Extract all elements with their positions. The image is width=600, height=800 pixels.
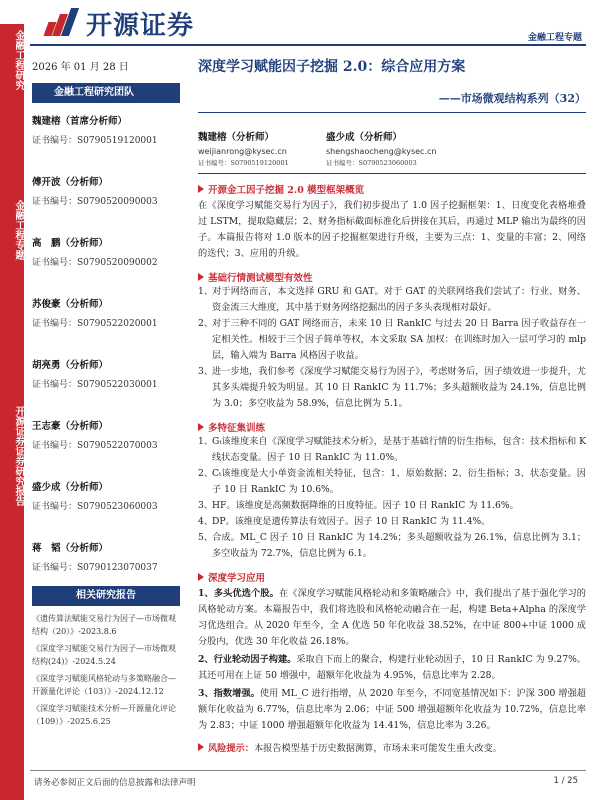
author-entry [326, 129, 454, 167]
analyst-entry [32, 479, 180, 512]
analyst-list [32, 113, 180, 573]
left-column [32, 52, 180, 573]
bullet-triangle-icon [198, 185, 204, 193]
analyst-cert: 证书编号：S0790522030001 [32, 380, 158, 390]
analyst-name: 胡亮勇（分析师） [32, 360, 109, 371]
author-block [198, 129, 586, 174]
related-reports-list [32, 612, 182, 732]
analyst-cert: 证书编号：S0790523060003 [32, 502, 158, 512]
analyst-name: 魏建榕（首席分析师） [32, 116, 128, 127]
list-item: 1、对于网络而言，本文选择 GRU 和 GAT。对于 GAT 的关联网络我们尝试了：行业、财务、资金流三大维度，其中基于财务网络挖掘出的因子多头表现相对最好。 [198, 286, 586, 313]
logo-text: 开源证券 [86, 10, 195, 41]
report-subtitle: ——市场微观结构系列（32） [438, 92, 586, 105]
application-item: 3、指数增强。使用 ML_C 进行指增，从 2020 年至今，不同宽基情况如下：沪深 300 增强超额年化收益为 6.77%，信息比率为 2.06；中证 500 增强超额年化收益为 10.72%，信息比率为 2.83；中证 1000 增强超额年化收益为 14.41%，信息比率为 3.26。 [198, 688, 586, 731]
author-cert: 证书编号：S0790523060003 [326, 159, 417, 167]
side-strip [0, 24, 24, 800]
page-number: 1 / 25 [553, 776, 578, 786]
bullet-triangle-icon [198, 273, 204, 281]
footer-divider [30, 770, 586, 771]
author-email[interactable]: weijianrong@kysec.cn [198, 147, 287, 156]
analyst-name: 苏俊豪（分析师） [32, 299, 109, 310]
risk-text: 本报告模型基于历史数据测算，市场未来可能发生重大改变。 [253, 743, 502, 754]
author-name: 魏建榕（分析师） [198, 132, 275, 143]
list-item: 2、对于三种不同的 GAT 网络而言，未来 10 日 RankIC 与过去 20 日 Barra 因子收益存在一定相关性。相较于三个因子简单等权，本文采取 SA 加权：在训练时加入一层可学习的 mlp 层，输入端为 Barra 风格因子收益。 [198, 318, 586, 361]
author-entry [198, 129, 326, 167]
analyst-cert: 证书编号：S0790520090003 [32, 197, 158, 207]
analyst-cert: 证书编号：S0790522020001 [32, 319, 158, 329]
list-item: 3、HF。该维度是高频数据降维的日度特征。因子 10 日 RankIC 为 11.6%。 [198, 500, 519, 511]
analyst-name: 高 鹏（分析师） [32, 238, 109, 249]
subtitle-divider [198, 112, 586, 113]
section-heading: 深度学习应用 [198, 570, 586, 584]
list-item: 4、DP。该维度是遗传算法有效因子。因子 10 日 RankIC 为 11.4%。 [198, 516, 491, 527]
analyst-entry [32, 540, 180, 573]
related-report-link[interactable]: 《深度学习赋能风格轮动与多策略融合—开源量化评论（103）》-2024.12.12 [32, 674, 176, 696]
analyst-cert: 证书编号：S0790519120001 [32, 136, 158, 146]
analyst-entry [32, 296, 180, 329]
section-heading: 基础行情测试模型有效性 [198, 270, 586, 284]
analyst-cert: 证书编号：S0790522070003 [32, 441, 158, 451]
analyst-entry [32, 235, 180, 268]
header-divider [30, 44, 586, 46]
main-column [198, 52, 586, 754]
related-report-link[interactable]: 《深度学习赋能技术分析—开源量化评论（109）》-2025.6.25 [32, 704, 176, 726]
side-strip-research: 金融工程研究 [13, 30, 24, 90]
risk-notice [198, 740, 586, 754]
analyst-cert: 证书编号：S0790520090002 [32, 258, 158, 268]
list-item: 3、进一步地，我们参考《深度学习赋能交易行为因子》，考虑财务后，因子绩效进一步提升，尤其多头端提升较为明显。其 10 日 RankIC 为 11.7%；多头超额收益为 24.1%，信息比例为 3.0；多空收益为 58.9%，信息比例为 5.1。 [198, 366, 586, 409]
report-title: 深度学习赋能因子挖掘 2.0：综合应用方案 [198, 59, 466, 75]
section-multi-feature [198, 420, 586, 562]
analyst-entry [32, 174, 180, 207]
related-report-link[interactable]: 《深度学习赋能交易行为因子—市场微观结构(24)》-2024.5.24 [32, 644, 176, 666]
section-heading: 多特征集训练 [198, 420, 586, 434]
author-cert: 证书编号：S0790519120001 [198, 159, 289, 167]
team-header: 金融工程研究团队 [32, 83, 180, 103]
bullet-triangle-icon [198, 743, 204, 751]
application-item: 2、行业轮动因子构建。采取自下而上的聚合，构建行业轮动因子，10 日 RankIC 为 9.27%。其还可用在上证 50 增强中，超额年化收益为 4.95%，信息比率为 2.28。 [198, 654, 586, 681]
side-strip-topic: 金融工程专题 [13, 200, 24, 260]
list-item: 1、Gₜ该维度来自《深度学习赋能技术分析》，是基于基础行情的衍生指标，包含：技术指标和 K 线状态变量。因子 10 日 RankIC 为 11.0%。 [198, 436, 586, 463]
analyst-name: 傅开波（分析师） [32, 177, 109, 188]
bullet-triangle-icon [198, 423, 204, 431]
report-date: 2026 年 01 月 28 日 [32, 62, 129, 73]
side-strip-report: 开源证券证券研究报告 [13, 406, 24, 506]
bullet-triangle-icon [198, 573, 204, 581]
analyst-entry [32, 113, 180, 146]
section-basic-test [198, 270, 586, 412]
report-category: 金融工程专题 [527, 33, 582, 43]
analyst-name: 王志豪（分析师） [32, 421, 109, 432]
author-email[interactable]: shengshaocheng@kysec.cn [326, 147, 437, 156]
list-item: 5、合成。ML_C 因子 10 日 RankIC 为 14.2%；多头超额收益为 26.1%，信息比例为 3.1；多空收益为 72.7%，信息比例为 6.1。 [198, 532, 586, 559]
application-item: 1、多头优选个股。在《深度学习赋能风格轮动和多策略融合》中，我们提出了基于强化学习的风格轮动方案。本篇报告中，我们将选股和风格轮动融合在一起，构建 Beta+Alpha 的深度学习优选组合。从 2020 年至今，全 A 优选 50 年化收益 38.52%，在中证 800+中证 1000 成分股内，优选 30 年化收益 26.18%。 [198, 588, 586, 647]
logo-mark-icon [42, 8, 80, 38]
company-logo [42, 6, 232, 40]
section-applications [198, 570, 586, 734]
related-reports-header: 相关研究报告 [32, 586, 180, 606]
section-paragraph: 在《深度学习赋能交易行为因子》，我们初步提出了 1.0 因子挖掘框架：1、日度变化表格堆叠过 LSTM，提取隐藏层；2、财务指标截面标准化后拼接在其后，再通过 MLP 输出为最终的因子。本篇报告将对 1.0 版本的因子挖掘框架进行升级，主要为三点：1、变量的丰富；2、网络的迭代；3、应用的升级。 [198, 200, 586, 259]
author-name: 盛少成（分析师） [326, 132, 403, 143]
list-item: 2、Cₜ该维度是大小单资金流相关特征，包含：1、原始数据；2、衍生指标；3、状态变量。因子 10 日 RankIC 为 10.6%。 [198, 468, 586, 495]
analyst-entry [32, 357, 180, 390]
analyst-entry [32, 418, 180, 451]
footer-disclaimer: 请务必参阅正文后面的信息披露和法律声明 [34, 778, 196, 788]
section-heading: 开源金工因子挖掘 2.0 模型框架概览 [198, 182, 586, 196]
section-framework [198, 182, 586, 262]
risk-label: 风险提示： [208, 743, 254, 754]
analyst-name: 蒋 韬（分析师） [32, 543, 109, 554]
related-report-link[interactable]: 《遗传算法赋能交易行为因子—市场微观结构（20）》-2023.8.6 [32, 614, 176, 636]
analyst-name: 盛少成（分析师） [32, 482, 109, 493]
analyst-cert: 证书编号：S0790123070037 [32, 563, 158, 573]
